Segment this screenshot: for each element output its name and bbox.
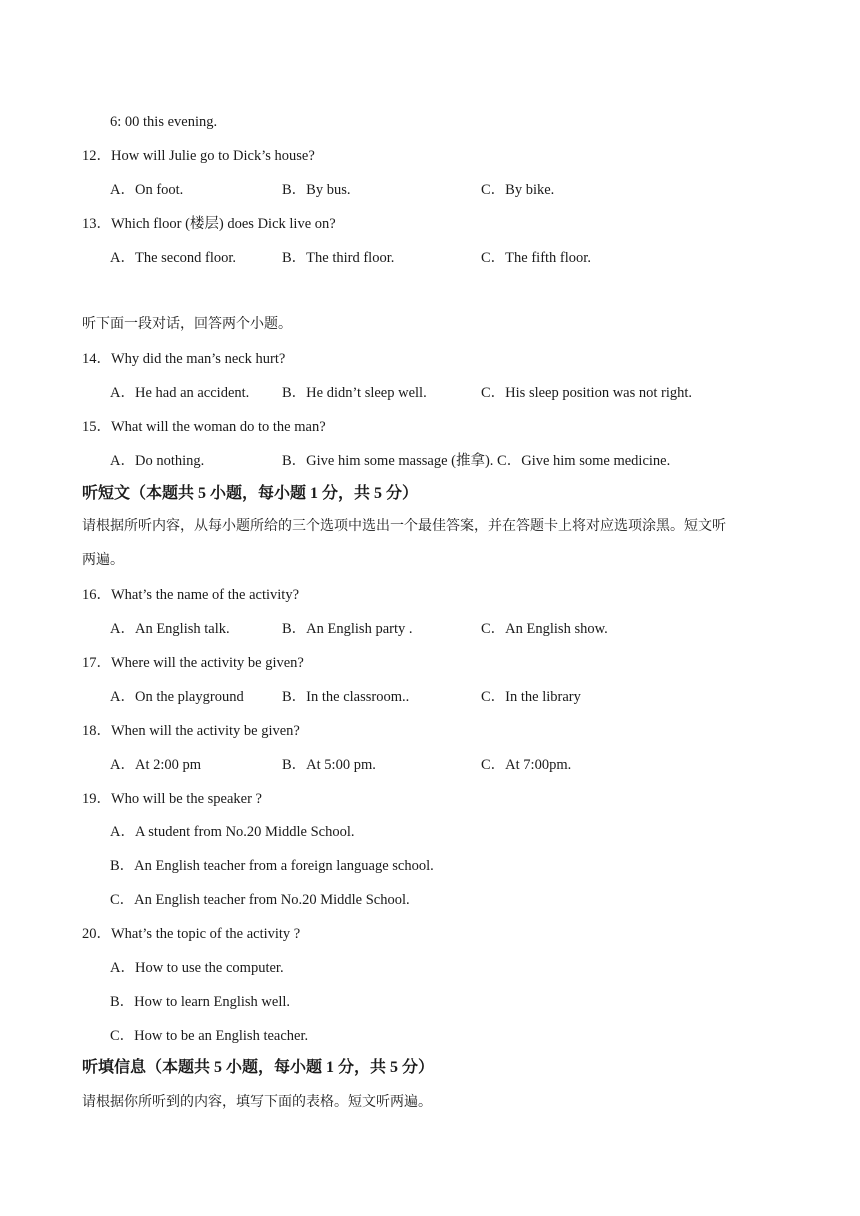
question-19-option-a: A．A student from No.20 Middle School. (110, 824, 355, 840)
section-passage-instruction: 请根据所听内容，从每小题所给的三个选项中选出一个最佳答案，并在答题卡上将对应选项涂黑。短文听 (82, 519, 726, 534)
question-20-stem: 20．What’s the topic of the activity ? (82, 926, 301, 942)
question-14-stem: 14．Why did the man’s neck hurt? (82, 351, 286, 367)
section-fill-title: 听填信息（本题共 5 小题，每小题 1 分，共 5 分） (82, 1059, 435, 1076)
question-20-option-a: A．How to use the computer. (110, 960, 284, 976)
question-12-option-a: A．On foot. (110, 182, 184, 198)
question-16-stem: 16．What’s the name of the activity? (82, 587, 300, 603)
question-15-option-a: A．Do nothing. (110, 453, 205, 469)
question-20-option-c: C．How to be an English teacher. (110, 1028, 309, 1044)
question-13-stem: 13．Which floor (楼层) does Dick live on? (82, 216, 336, 232)
question-20-option-b: B．How to learn English well. (110, 994, 291, 1010)
section-passage-instruction-cont: 两遍。 (82, 553, 124, 568)
section-fill-instruction: 请根据你所听到的内容，填写下面的表格。短文听两遍。 (82, 1095, 432, 1110)
question-14-option-c: C．His sleep position was not right. (481, 385, 693, 401)
question-17-option-b: B．In the classroom.. (282, 689, 410, 705)
question-18-stem: 18．When will the activity be given? (82, 723, 300, 739)
question-continuation: 6: 00 this evening. (110, 114, 218, 130)
question-13-option-a: A．The second floor. (110, 250, 237, 266)
question-12-stem: 12．How will Julie go to Dick’s house? (82, 148, 315, 164)
question-13-option-b: B．The third floor. (282, 250, 395, 266)
question-18-option-a: A．At 2:00 pm (110, 757, 202, 773)
question-18-option-c: C．At 7:00pm. (481, 757, 572, 773)
question-12-option-c: C．By bike. (481, 182, 555, 198)
question-17-option-a: A．On the playground (110, 689, 244, 705)
question-19-option-c: C．An English teacher from No.20 Middle School. (110, 892, 410, 908)
question-16-option-c: C．An English show. (481, 621, 608, 637)
question-14-option-b: B．He didn’t sleep well. (282, 385, 427, 401)
section-passage-title: 听短文（本题共 5 小题，每小题 1 分，共 5 分） (82, 485, 419, 502)
question-15-stem: 15．What will the woman do to the man? (82, 419, 326, 435)
question-15-option-b-c: B．Give him some massage (推拿). C．Give him some medicine. (282, 453, 671, 469)
dialog-instruction: 听下面一段对话，回答两个小题。 (82, 317, 292, 332)
question-17-stem: 17．Where will the activity be given? (82, 655, 304, 671)
question-14-option-a: A．He had an accident. (110, 385, 250, 401)
question-16-option-b: B．An English party . (282, 621, 413, 637)
question-18-option-b: B．At 5:00 pm. (282, 757, 376, 773)
question-19-option-b: B．An English teacher from a foreign language school. (110, 858, 434, 874)
question-17-option-c: C．In the library (481, 689, 581, 705)
question-12-option-b: B．By bus. (282, 182, 351, 198)
question-16-option-a: A．An English talk. (110, 621, 230, 637)
question-13-option-c: C．The fifth floor. (481, 250, 591, 266)
question-19-stem: 19．Who will be the speaker ? (82, 791, 262, 807)
